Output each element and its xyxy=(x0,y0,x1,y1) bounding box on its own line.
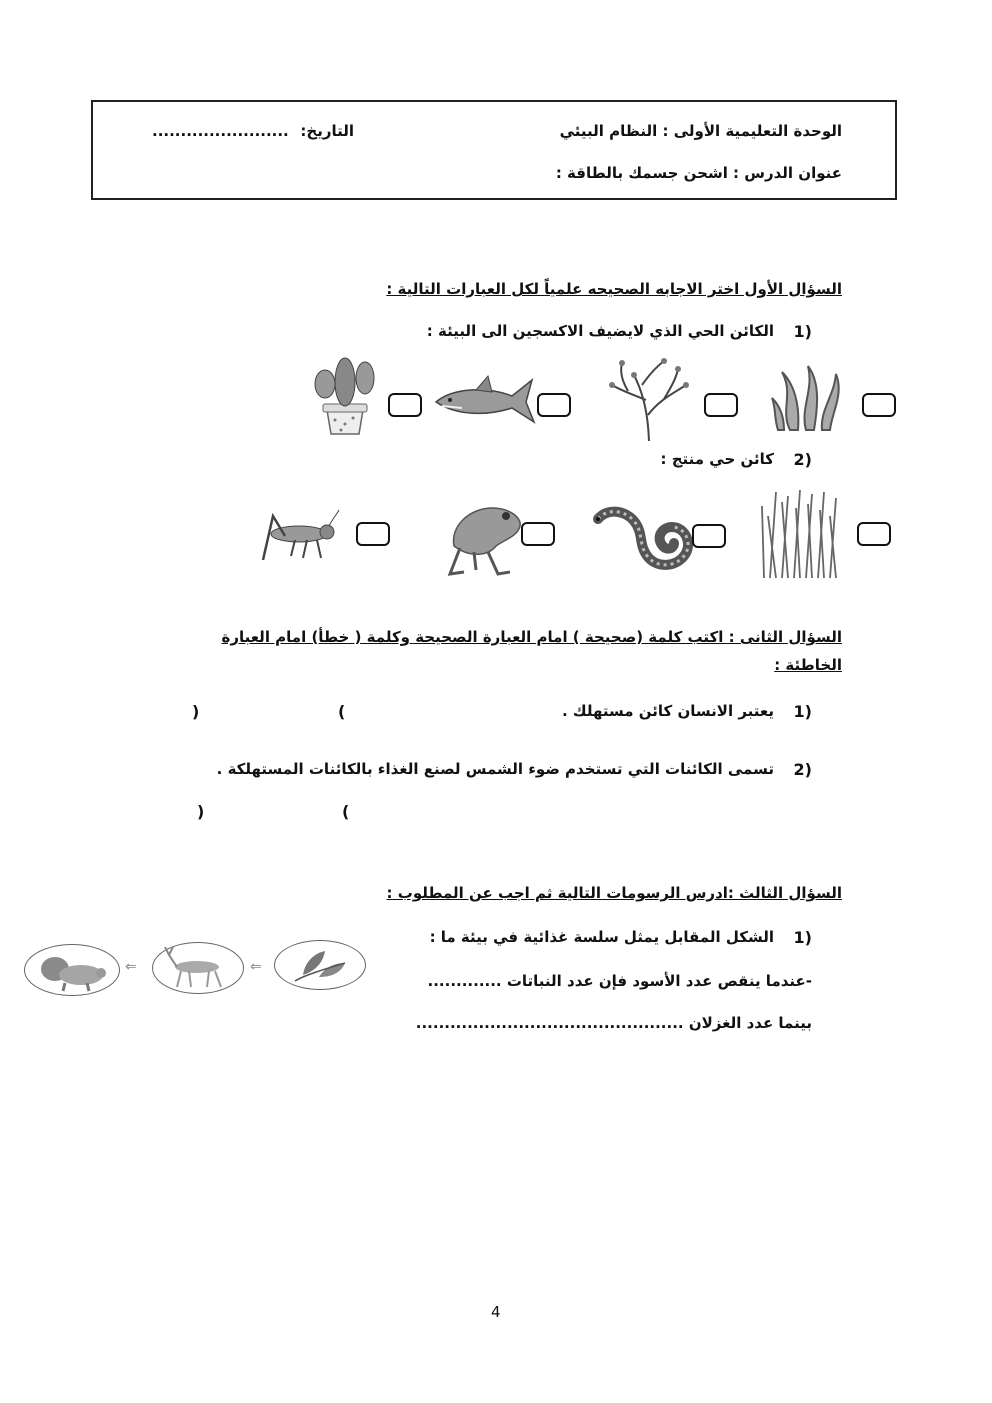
food-chain-arrow-2: ⇐ xyxy=(250,959,262,975)
lesson-title: عنوان الدرس : اشحن جسمك بالطاقة : xyxy=(555,164,842,182)
q2-item2-close: ) xyxy=(197,802,205,821)
grasshopper-icon xyxy=(255,508,340,568)
q2-item1-open: ( xyxy=(338,702,346,721)
shark-icon xyxy=(432,372,537,427)
frog-icon xyxy=(440,496,525,578)
q3-intro: الشكل المقابل يمثل سلسة غذائية في بيئة ما : xyxy=(429,928,774,946)
answer-box-1b[interactable] xyxy=(537,393,571,417)
q2-item1-close: ) xyxy=(192,702,200,721)
answer-box-2a[interactable] xyxy=(356,522,390,546)
seaweed-branch-icon xyxy=(604,355,694,443)
q2-item1-num: 1) xyxy=(793,702,812,721)
q3-item-num: 1) xyxy=(793,928,812,947)
q1-title: السؤال الأول اختر الاجابه الصحيحه علمياً لكل العبارات التالية : xyxy=(386,280,842,298)
snake-icon xyxy=(588,497,693,579)
food-chain-arrow-1: ⇐ xyxy=(125,959,137,975)
answer-box-1c[interactable] xyxy=(704,393,738,417)
cactus-icon xyxy=(305,348,383,436)
header-box xyxy=(91,100,897,200)
food-chain-plant xyxy=(274,940,366,990)
answer-box-2c[interactable] xyxy=(692,524,726,548)
q2-item2-open: ( xyxy=(342,802,350,821)
q1-item1-num: 1) xyxy=(793,322,812,341)
q2-title-line2: الخاطئة : xyxy=(774,656,842,674)
unit-title: الوحدة التعليمية الأولى : النظام البيئي xyxy=(559,122,842,140)
q1-item1-text: الكائن الحي الذي لايضيف الاكسجين الى البيئة : xyxy=(426,322,774,340)
answer-box-1a[interactable] xyxy=(388,393,422,417)
q2-item2-num: 2) xyxy=(793,760,812,779)
gazelle-icon xyxy=(153,943,242,992)
q2-title-line1: السؤال الثانى : اكتب كلمة (صحيحة ) امام العبارة الصحيحة وكلمة ( خطأ) امام العبارة xyxy=(221,628,842,646)
q3-title: السؤال الثالث :ادرس الرسومات التالية ثم اجب عن المطلوب : xyxy=(386,884,842,902)
page-number: 4 xyxy=(491,1303,501,1321)
leaf-icon xyxy=(275,941,364,988)
food-chain-gazelle xyxy=(152,942,244,994)
kelp-icon xyxy=(770,360,850,432)
date-blank: ........................ xyxy=(152,122,289,140)
q3-line1: -عندما ينقص عدد الأسود فإن عدد النباتات ............. xyxy=(427,972,812,990)
q2-item2-text: تسمى الكائنات التي تستخدم ضوء الشمس لصنع الغذاء بالكائنات المستهلكة . xyxy=(216,760,774,778)
date-label: التاريخ: xyxy=(300,122,354,140)
q3-line2: بينما عدد الغزلان ............................................... xyxy=(415,1014,812,1032)
grass-icon xyxy=(758,486,840,580)
answer-box-2d[interactable] xyxy=(857,522,891,546)
lion-icon xyxy=(25,945,118,994)
answer-box-1d[interactable] xyxy=(862,393,896,417)
q1-item2-text: كائن حي منتج : xyxy=(660,450,774,468)
answer-box-2b[interactable] xyxy=(521,522,555,546)
q2-item1-text: يعتبر الانسان كائن مستهلك . xyxy=(561,702,774,720)
food-chain-lion xyxy=(24,944,120,996)
q1-item2-num: 2) xyxy=(793,450,812,469)
